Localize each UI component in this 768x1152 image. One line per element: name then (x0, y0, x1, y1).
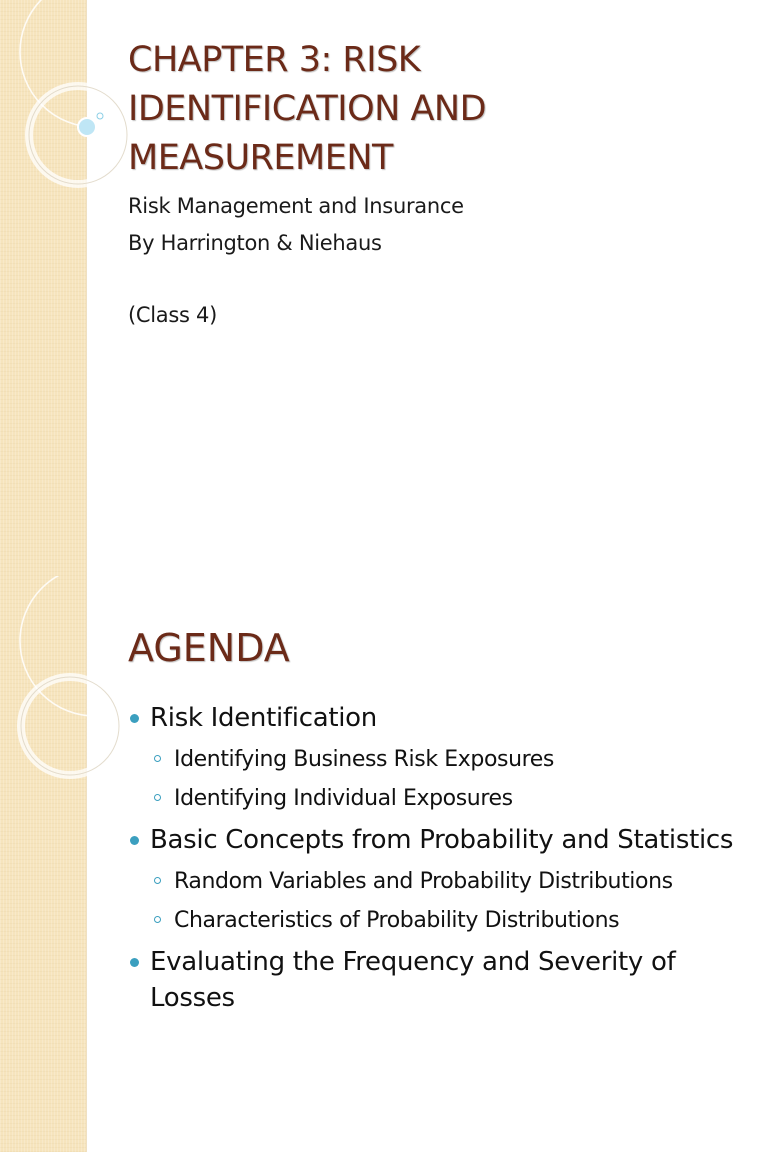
sub-list (150, 740, 758, 818)
sub-list-item-text: Characteristics of Probability Distributions (174, 908, 620, 933)
subtitle-line: (Class 4) (128, 303, 217, 327)
bullet-icon (130, 836, 139, 845)
list-item (128, 944, 758, 1016)
list-item (128, 700, 758, 818)
subtitle-line: By Harrington & Niehaus (128, 231, 382, 255)
slide-subtitle (128, 188, 464, 334)
sub-list-item (150, 862, 758, 901)
sub-list-item (150, 740, 758, 779)
sub-list-item-text: Random Variables and Probability Distributions (174, 869, 673, 894)
hollow-bullet-icon (154, 877, 161, 884)
agenda-slide (0, 576, 768, 1152)
list-item (128, 822, 758, 940)
slide-title: AGENDA (128, 626, 290, 670)
sub-list-item-text: Identifying Business Risk Exposures (174, 747, 554, 772)
subtitle-line: Risk Management and Insurance (128, 194, 464, 218)
bullet-icon (130, 714, 139, 723)
list-item-text: Evaluating the Frequency and Severity of Losses (150, 947, 676, 1013)
agenda-list (128, 700, 758, 1016)
sub-list-item (150, 779, 758, 818)
slide-title: CHAPTER 3: RISK IDENTIFICATION AND MEASUREMENT (128, 40, 487, 178)
hollow-bullet-icon (154, 755, 161, 762)
hollow-bullet-icon (154, 794, 161, 801)
sub-list-item (150, 901, 758, 940)
spacer (128, 262, 464, 297)
bullet-icon (130, 958, 139, 967)
list-item-text: Basic Concepts from Probability and Statistics (150, 825, 734, 855)
sub-list-item-text: Identifying Individual Exposures (174, 786, 513, 811)
hollow-bullet-icon (154, 916, 161, 923)
list-item-text: Risk Identification (150, 703, 377, 733)
sub-list (150, 862, 758, 940)
